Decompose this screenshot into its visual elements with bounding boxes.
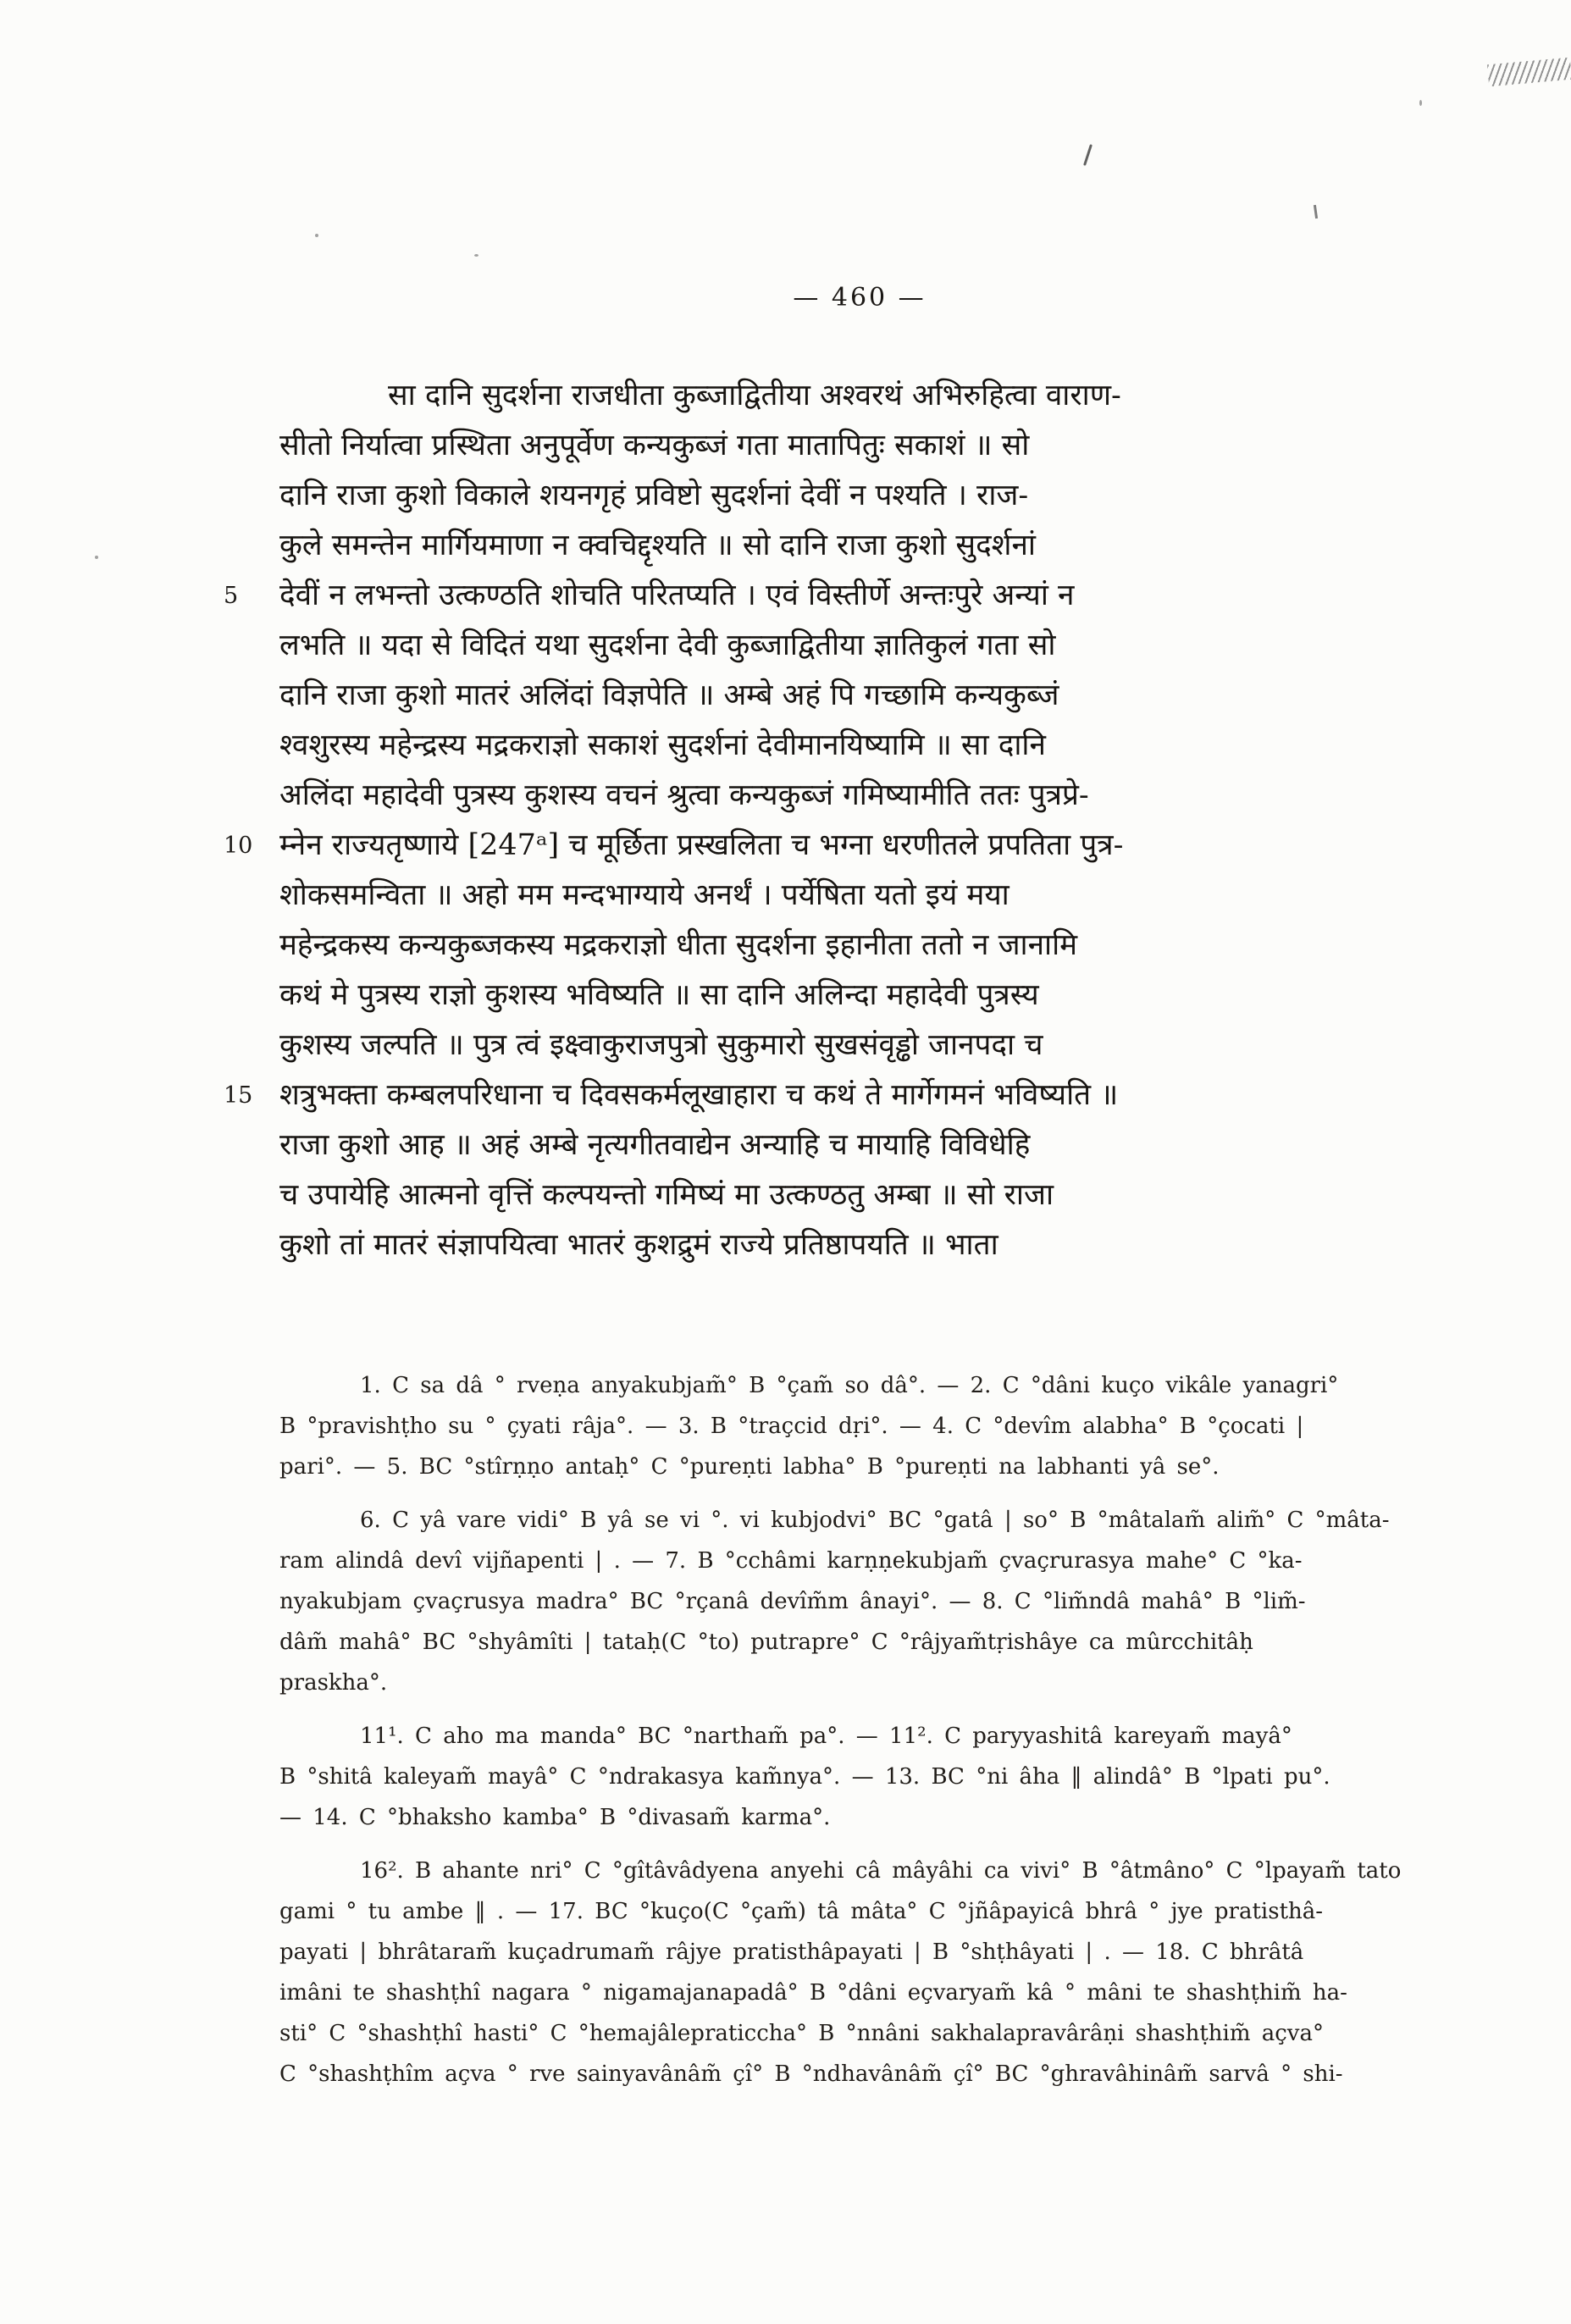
margin-line-number: 5 bbox=[224, 583, 239, 609]
line-text: कुले समन्तेन मार्गियमाणा न क्वचिद्दृश्यति ॥ सो दानि राजा कुशो सुदर्शनां bbox=[279, 528, 1036, 562]
body-text bbox=[224, 371, 1376, 1270]
critical-apparatus bbox=[279, 1365, 1402, 2094]
margin-line-number: 15 bbox=[224, 1082, 253, 1109]
text-line bbox=[279, 521, 1376, 571]
line-text: महेन्द्रकस्य कन्यकुब्जकस्य मद्रकराज्ञो धीता सुदर्शना इहानीता ततो न जानामि bbox=[279, 928, 1078, 962]
text-line bbox=[224, 571, 1376, 621]
scan-artifact-speck bbox=[474, 254, 478, 257]
footnote-line: dâm̃ mahâ° BC °shyâmîti | tataḥ(C °to) putrapre° C °râjyam̃tṛishâye ca mûrcchitâḥ bbox=[279, 1630, 1253, 1655]
text-line bbox=[279, 1170, 1376, 1220]
line-text: सीतो निर्यात्वा प्रस्थिता अनुपूर्वेण कन्यकुब्जं गता मातापितुः सकाशं ॥ सो bbox=[279, 429, 1030, 462]
footnote-line: B °shitâ kaleyam̃ mayâ° C °ndrakasya kam̃nya°. — 13. BC °ni âha ‖ alindâ° B °lpati pu°. bbox=[279, 1764, 1330, 1790]
scan-artifact-speck bbox=[95, 556, 98, 559]
line-text: म्नेन राज्यतृष्णाये [247ᵃ] च मूर्छिता प्रस्खलिता च भग्ना धरणीतले प्रपतिता पुत्र- bbox=[279, 828, 1124, 862]
footnote-line: sti° C °shashṭhî hasti° C °hemajâlepraticcha° B °nnâni sakhalapravârâṇi shashṭhim̃ açva° bbox=[279, 2021, 1324, 2046]
line-text: शत्रुभक्ता कम्बलपरिधाना च दिवसकर्मलूखाहारा च कथं ते मार्गेगमनं भविष्यति ॥ bbox=[279, 1078, 1119, 1112]
line-text: राजा कुशो आह ॥ अहं अम्बे नृत्यगीतवाद्येन अन्याहि च मायाहि विविधेहि bbox=[279, 1128, 1031, 1162]
text-line bbox=[224, 821, 1376, 871]
text-line bbox=[279, 1021, 1376, 1071]
footnote-line: 16². B ahante nri° C °gîtâvâdyena anyehi câ mâyâhi ca vivi° B °âtmâno° C °lpayam̃ tato bbox=[360, 1858, 1402, 1884]
page-number: — 460 — bbox=[793, 283, 927, 313]
text-line bbox=[279, 671, 1376, 721]
footnote-line: payati | bhrâtaram̃ kuçadrumam̃ râjye pratisthâpayati | B °shṭhâyati | . — 18. C bhrâtâ bbox=[279, 1939, 1304, 1965]
line-text: कुशस्य जल्पति ॥ पुत्र त्वं इक्ष्वाकुराजपुत्रो सुकुमारो सुखसंवृड्ढो जानपदा च bbox=[279, 1028, 1043, 1062]
scan-artifact-stroke bbox=[1083, 144, 1093, 166]
scan-artifact-speck bbox=[315, 234, 318, 237]
line-text: दानि राजा कुशो मातरं अलिंदां विज्ञपेति ॥ अम्बे अहं पि गच्छामि कन्यकुब्जं bbox=[279, 678, 1059, 712]
line-text: कुशो तां मातरं संज्ञापयित्वा भातरं कुशद्रुमं राज्ये प्रतिष्ठापयति ॥ भाता bbox=[279, 1228, 998, 1262]
text-line bbox=[279, 721, 1376, 771]
footnote-line: pari°. — 5. BC °stîrṇṇo antaḥ° C °pureṇti labha° B °pureṇti na labhanti yâ se°. bbox=[279, 1454, 1220, 1480]
text-line bbox=[279, 921, 1376, 971]
footnote-line: 6. C yâ vare vidi° B yâ se vi °. vi kubjodvi° BC °gatâ | so° B °mâtalam̃ alim̃° C °mâta- bbox=[360, 1508, 1390, 1533]
line-text: कथं मे पुत्रस्य राज्ञो कुशस्य भविष्यति ॥ सा दानि अलिन्दा महादेवी पुत्रस्य bbox=[279, 978, 1039, 1012]
text-line bbox=[279, 771, 1376, 821]
footnote-line: gami ° tu ambe ‖ . — 17. BC °kuço(C °çam̃) tâ mâta° C °jñâpayicâ bhrâ ° jye pratisthâ- bbox=[279, 1899, 1324, 1924]
footnote-line: imâni te shashṭhî nagara ° nigamajanapadâ° B °dâni eçvaryam̃ kâ ° mâni te shashṭhim̃ ha- bbox=[279, 1980, 1347, 2006]
text-line bbox=[224, 1071, 1376, 1120]
scan-artifact-smudge bbox=[1487, 58, 1571, 86]
line-text: लभति ॥ यदा से विदितं यथा सुदर्शना देवी कुब्जाद्वितीया ज्ञातिकुलं गता सो bbox=[279, 628, 1056, 662]
line-text: च उपायेहि आत्मनो वृत्तिं कल्पयन्तो गमिष्यं मा उत्कण्ठतु अम्बा ॥ सो राजा bbox=[279, 1178, 1054, 1212]
line-text: सा दानि सुदर्शना राजधीता कुब्जाद्वितीया अश्वरथं अभिरुहित्वा वाराण- bbox=[388, 379, 1121, 412]
footnote-line: 11¹. C aho ma manda° BC °nartham̃ pa°. — 11². C paryyashitâ kareyam̃ mayâ° bbox=[360, 1724, 1292, 1749]
line-text: श्वशुरस्य महेन्द्रस्य मद्रकराज्ञो सकाशं सुदर्शनां देवीमानयिष्यामि ॥ सा दानि bbox=[279, 728, 1046, 762]
scan-artifact-speck bbox=[1419, 100, 1422, 106]
footnote-line: ram alindâ devî vijñapenti | . — 7. B °cchâmi karṇṇekubjam̃ çvaçrurasya mahe° C °ka- bbox=[279, 1548, 1303, 1574]
line-text: अलिंदा महादेवी पुत्रस्य कुशस्य वचनं श्रुत्वा कन्यकुब्जं गमिष्यामीति ततः पुत्रप्रे- bbox=[279, 778, 1089, 812]
line-text: देवीं न लभन्तो उत्कण्ठति शोचति परितप्यति । एवं विस्तीर्णे अन्तःपुरे अन्यां न bbox=[279, 578, 1075, 612]
text-line bbox=[279, 971, 1376, 1021]
text-line bbox=[279, 1220, 1376, 1270]
footnote-line: 1. C sa dâ ° rveṇa anyakubjam̃° B °çam̃ so dâ°. — 2. C °dâni kuço vikâle yanagri° bbox=[360, 1373, 1339, 1398]
text-line bbox=[279, 871, 1376, 921]
footnote-line: praskha°. bbox=[279, 1670, 388, 1696]
line-text: शोकसमन्विता ॥ अहो मम मन्दभाग्याये अनर्थं । पर्येषिता यतो इयं मया bbox=[279, 878, 1010, 912]
text-line bbox=[279, 421, 1376, 471]
footnote-line: B °pravishṭho su ° çyati râja°. — 3. B °traçcid dṛi°. — 4. C °devîm alabha° B °çocati | bbox=[279, 1414, 1304, 1439]
text-line bbox=[279, 471, 1376, 521]
margin-line-number: 10 bbox=[224, 833, 253, 859]
footnote-line: — 14. C °bhaksho kamba° B °divasam̃ karma°. bbox=[279, 1805, 831, 1830]
text-line bbox=[279, 1120, 1376, 1170]
text-line bbox=[279, 621, 1376, 671]
footnote-line: nyakubjam çvaçrusya madra° BC °rçanâ devîm̃m ânayi°. — 8. C °lim̃ndâ mahâ° B °lim̃- bbox=[279, 1589, 1306, 1614]
text-line bbox=[279, 371, 1376, 421]
footnote-line: C °shashṭhîm açva ° rve sainyavânâm̃ çî° B °ndhavânâm̃ çî° BC °ghravâhinâm̃ sarvâ ° shi- bbox=[279, 2061, 1343, 2087]
line-text: दानि राजा कुशो विकाले शयनगृहं प्रविष्टो सुदर्शनां देवीं न पश्यति । राज- bbox=[279, 479, 1029, 512]
scan-artifact-tick bbox=[1314, 205, 1318, 219]
